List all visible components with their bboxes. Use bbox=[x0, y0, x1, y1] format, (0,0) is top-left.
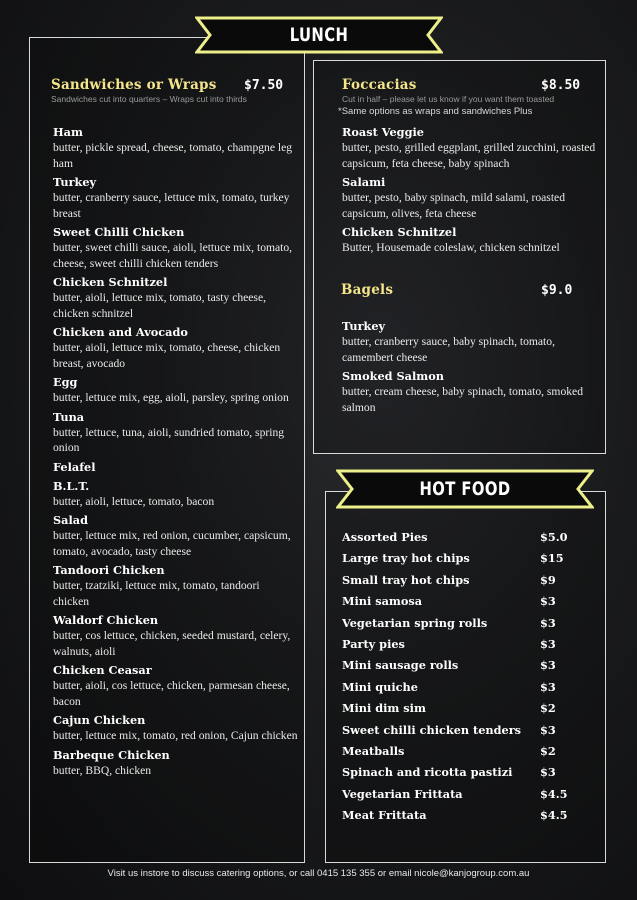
menu-item-name: Chicken Schnitzel bbox=[53, 275, 168, 289]
menu-item-description: butter, pickle spread, cheese, tomato, champgne leg ham bbox=[53, 141, 293, 170]
foccacias-subtitle: Cut in half – please let us know if you want them toasted bbox=[342, 94, 555, 104]
hot-food-row bbox=[342, 720, 578, 741]
menu-item bbox=[53, 174, 298, 221]
footer-contact: Visit us instore to discuss catering options, or call 0415 135 355 or email nicole@kanjogroup.com.au bbox=[107, 868, 530, 879]
menu-item-name: Turkey bbox=[342, 319, 386, 333]
menu-item bbox=[342, 124, 604, 171]
menu-item bbox=[53, 512, 298, 559]
menu-item-description: butter, lettuce mix, tomato, red onion, Cajun chicken bbox=[53, 729, 298, 742]
bagels-title: Bagels bbox=[341, 282, 394, 298]
menu-item-description: butter, cranberry sauce, lettuce mix, tomato, turkey breast bbox=[53, 191, 290, 220]
hot-food-row bbox=[342, 613, 578, 634]
menu-item bbox=[342, 174, 604, 221]
menu-item-name: Chicken and Avocado bbox=[53, 325, 188, 339]
menu-item-description: butter, lettuce, tuna, aioli, sundried tomato, spring onion bbox=[53, 425, 285, 454]
menu-item-name: Roast Veggie bbox=[342, 125, 424, 139]
hot-food-row bbox=[342, 762, 578, 783]
menu-item-name: Tandoori Chicken bbox=[53, 563, 165, 577]
lunch-banner-text: LUNCH bbox=[289, 24, 349, 46]
menu-item-name: Barbeque Chicken bbox=[53, 747, 170, 762]
menu-item bbox=[53, 324, 298, 371]
menu-item bbox=[342, 368, 606, 415]
menu-item-description: butter, cranberry sauce, baby spinach, tomato, camembert cheese bbox=[342, 335, 555, 364]
menu-item bbox=[53, 224, 298, 271]
foccacias-price: $8.50 bbox=[541, 78, 581, 93]
bagels-price: $9.0 bbox=[541, 283, 573, 298]
hot-food-name: Vegetarian Frittata bbox=[342, 786, 463, 801]
menu-item bbox=[53, 459, 298, 475]
hot-food-row bbox=[342, 548, 578, 569]
menu-item-name: Salami bbox=[342, 175, 386, 189]
hot-food-name: Meatballs bbox=[342, 743, 405, 758]
menu-item-description: butter, aioli, lettuce mix, tomato, tasty cheese, chicken schnitzel bbox=[53, 291, 266, 320]
foccacia-list bbox=[342, 121, 604, 256]
menu-item bbox=[342, 318, 606, 365]
bagel-list bbox=[342, 315, 606, 415]
menu-item bbox=[53, 562, 298, 609]
menu-item-description: butter, sweet chilli sauce, aioli, lettuce mix, tomato, cheese, sweet chilli chicken tenders bbox=[53, 241, 293, 270]
menu-item-name: Egg bbox=[53, 375, 78, 389]
menu-item bbox=[53, 409, 298, 456]
hot-food-list bbox=[342, 527, 578, 826]
menu-item bbox=[53, 274, 298, 321]
menu-item-description: butter, lettuce mix, egg, aioli, parsley, spring onion bbox=[53, 391, 289, 404]
hot-food-name: Mini samosa bbox=[342, 594, 423, 609]
hot-food-row bbox=[342, 591, 578, 612]
hot-food-name: Small tray hot chips bbox=[342, 572, 470, 587]
hot-food-price: $3 bbox=[540, 658, 556, 673]
sandwiches-subtitle: Sandwiches cut into quarters – Wraps cut into thirds bbox=[51, 94, 247, 104]
hot-food-name: Mini sausage rolls bbox=[342, 658, 459, 673]
hot-food-row bbox=[342, 655, 578, 676]
menu-item-description: butter, tzatziki, lettuce mix, tomato, tandoori chicken bbox=[53, 579, 260, 608]
hot-food-row bbox=[342, 570, 578, 591]
menu-item-name: Chicken Schnitzel bbox=[342, 225, 457, 239]
hot-food-name: Vegetarian spring rolls bbox=[342, 615, 488, 630]
menu-item-name: Cajun Chicken bbox=[53, 713, 146, 727]
hot-food-banner bbox=[336, 469, 594, 507]
hot-food-row bbox=[342, 805, 578, 826]
menu-item-name: Waldorf Chicken bbox=[53, 613, 159, 627]
menu-item-description: butter, aioli, lettuce mix, tomato, cheese, chicken breast, avocado bbox=[53, 341, 281, 370]
hot-food-name: Large tray hot chips bbox=[342, 551, 470, 566]
hot-food-row bbox=[342, 784, 578, 805]
hot-food-row bbox=[342, 634, 578, 655]
menu-item-name: Smoked Salmon bbox=[342, 369, 444, 383]
hot-food-row bbox=[342, 677, 578, 698]
hot-food-price: $3 bbox=[540, 594, 556, 609]
sandwiches-price: $7.50 bbox=[244, 78, 284, 93]
hot-food-row bbox=[342, 741, 578, 762]
hot-food-price: $3 bbox=[540, 722, 556, 737]
menu-item-description: butter, aioli, lettuce, tomato, bacon bbox=[53, 494, 215, 508]
menu-item bbox=[53, 124, 298, 171]
menu-item-name: B.L.T. bbox=[53, 478, 90, 493]
hot-food-price: $2 bbox=[540, 743, 556, 758]
hot-food-price: $4.5 bbox=[540, 808, 568, 823]
menu-item-name: Chicken Ceasar bbox=[53, 663, 152, 677]
lunch-banner bbox=[195, 16, 443, 54]
menu-item-name: Ham bbox=[53, 125, 83, 139]
hot-food-price: $9 bbox=[540, 572, 556, 587]
menu-item bbox=[342, 224, 604, 256]
hot-food-price: $2 bbox=[540, 701, 556, 716]
sandwich-list bbox=[53, 121, 298, 778]
hot-food-price: $3 bbox=[540, 636, 556, 651]
menu-item bbox=[53, 478, 298, 510]
hot-food-name: Meat Frittata bbox=[342, 808, 427, 823]
menu-item-name: Sweet Chilli Chicken bbox=[53, 225, 185, 239]
menu-item bbox=[53, 747, 298, 779]
menu-item-description: butter, pesto, grilled eggplant, grilled zucchini, roasted capsicum, feta cheese, baby spinach bbox=[342, 141, 596, 170]
foccacias-note: *Same options as wraps and sandwiches Plus bbox=[338, 106, 533, 117]
menu-item-name: Turkey bbox=[53, 175, 97, 189]
hot-food-name: Spinach and ricotta pastizi bbox=[342, 765, 513, 780]
hot-food-banner-text: HOT FOOD bbox=[419, 478, 511, 500]
hot-food-name: Sweet chilli chicken tenders bbox=[342, 722, 522, 737]
foccacias-title: Foccacias bbox=[342, 77, 417, 93]
menu-item-description: butter, cos lettuce, chicken, seeded mustard, celery, walnuts, aioli bbox=[53, 629, 291, 658]
hot-food-row bbox=[342, 698, 578, 719]
menu-item-name: Salad bbox=[53, 513, 88, 527]
menu-item-description: butter, lettuce mix, red onion, cucumber, capsicum, tomato, avocado, tasty cheese bbox=[53, 529, 291, 558]
hot-food-price: $15 bbox=[540, 551, 564, 566]
menu-item-description: Butter, Housemade coleslaw, chicken schnitzel bbox=[342, 241, 560, 254]
hot-food-name: Mini quiche bbox=[342, 679, 418, 694]
hot-food-name: Party pies bbox=[342, 636, 405, 651]
menu-item-name: Felafel bbox=[53, 459, 96, 474]
menu-item bbox=[53, 374, 298, 406]
hot-food-row bbox=[342, 527, 578, 548]
menu-item bbox=[53, 662, 298, 709]
menu-item-description: butter, pesto, baby spinach, mild salami, roasted capsicum, olives, feta cheese bbox=[342, 191, 565, 220]
hot-food-price: $3 bbox=[540, 765, 556, 780]
hot-food-price: $4.5 bbox=[540, 786, 568, 801]
menu-item-description: butter, cream cheese, baby spinach, tomato, smoked salmon bbox=[342, 385, 583, 414]
hot-food-name: Assorted Pies bbox=[342, 530, 428, 544]
menu-item bbox=[53, 612, 298, 659]
hot-food-name: Mini dim sim bbox=[342, 701, 426, 716]
menu-item-description: butter, BBQ, chicken bbox=[53, 763, 152, 777]
sandwiches-title: Sandwiches or Wraps bbox=[51, 77, 217, 93]
menu-item bbox=[53, 712, 298, 744]
hot-food-price: $3 bbox=[540, 679, 556, 694]
menu-item-name: Tuna bbox=[53, 409, 85, 424]
hot-food-price: $3 bbox=[540, 615, 556, 630]
hot-food-price: $5.0 bbox=[540, 530, 568, 544]
menu-item-description: butter, aioli, cos lettuce, chicken, parmesan cheese, bacon bbox=[53, 679, 290, 708]
